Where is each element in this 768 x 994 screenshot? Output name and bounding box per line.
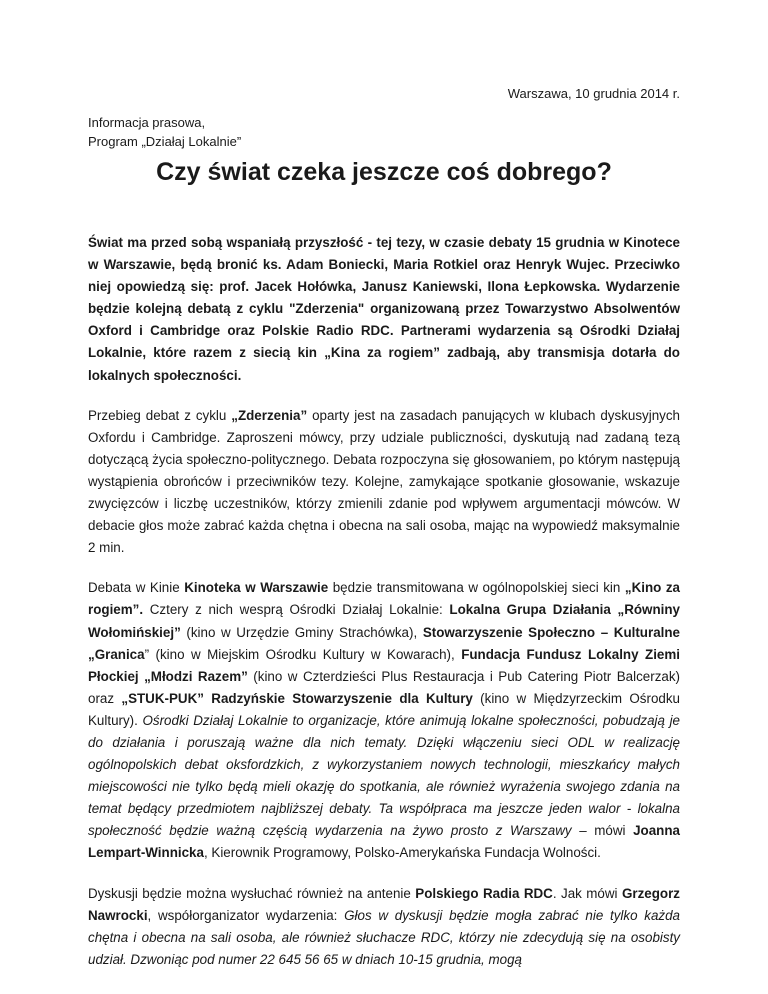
document-date: Warszawa, 10 grudnia 2014 r. xyxy=(507,86,680,101)
bold-span: „STUK-PUK” Radzyńskie Stowarzyszenie dla Kultury xyxy=(121,690,473,706)
text-span: Cztery z nich wesprą Ośrodki Działaj Lokalnie: xyxy=(143,602,450,618)
text-span: , Kierownik Programowy, Polsko-Amerykańska Fundacja Wolności. xyxy=(203,845,601,861)
text-span: Przebieg debat z cyklu xyxy=(88,407,232,423)
bold-span: Joanna Lempart-Winnicka xyxy=(88,823,680,861)
text-span: – mówi xyxy=(571,823,634,839)
bold-span: Stowarzyszenie Społeczno – Kulturalne „Granica xyxy=(88,624,680,662)
lead-paragraph: Świat ma przed sobą wspaniałą przyszłość - tej tezy, w czasie debaty 15 grudnia w Kinotece w Warszawie, będą bronić ks. Adam Boniecki, Maria Rotkiel oraz Henryk Wujec. Przeciwko niej opowiedzą się: prof. Jacek Hołówka, Janusz Kaniewski, Ilona Łepkowska. Wydarzenie będzie kolejną debatą z cyklu "Zderzenia" organizowaną przez Towarzystwo Absolwentów Oxford i Cambridge oraz Polskie Radio RDC. Partnerami wydarzenia są Ośrodki Działaj Lokalnie, które razem z siecią kin „Kina za rogiem” zadbają, aby transmisja dotarła do lokalnych społeczności. xyxy=(88,235,680,383)
bold-span: Fundacja Fundusz Lokalny Ziemi Płockiej „Młodzi Razem” xyxy=(88,646,680,684)
press-info xyxy=(88,113,241,151)
paragraph-debate-format xyxy=(88,405,680,560)
text-span: . Jak mówi xyxy=(552,885,622,901)
italic-span: Ośrodki Działaj Lokalnie to organizacje, które animują lokalne społeczności, pobudzają je do działania i poruszają ważne dla nich tematy. Dzięki włączeniu sieci ODL w realizację ogólnopolskich debat oksfordzkich, z wykorzystaniem nowych technologii, mieszkańcy małych miejscowości nie tylko będą mieli okazję do spotkania, ale również wyrażenia swojego zdania na temat będący przedmiotem najbliższej debaty. Ta współpraca ma jeszcze jeden walor - lokalna społeczność będzie ważną częścią wydarzenia na żywo prosto z Warszawy xyxy=(88,712,680,839)
paragraph-cinemas xyxy=(88,577,680,864)
text-span: Dyskusji będzie można wysłuchać również na antenie xyxy=(88,885,416,901)
text-span: Debata w Kinie xyxy=(88,580,185,596)
bold-span: „Kino za rogiem”. xyxy=(88,580,680,618)
text-span: (kino w Urzędzie Gminy Strachówka), xyxy=(180,624,423,640)
page-title: Czy świat czeka jeszcze coś dobrego? xyxy=(156,158,612,186)
program-name: Program „Działaj Lokalnie” xyxy=(88,134,242,149)
press-info-line: Informacja prasowa, xyxy=(88,115,206,130)
text-span: będzie transmitowana w ogólnopolskiej sieci kin xyxy=(328,580,625,596)
article-body xyxy=(88,232,680,989)
text-span: ” (kino w Miejskim Ośrodku Kultury w Kowarach), xyxy=(144,646,462,662)
text-span: (kino w Czterdzieści Plus Restauracja i Pub Catering Piotr Balcerzak) oraz xyxy=(88,668,680,706)
bold-span: Kinoteka w Warszawie xyxy=(184,580,329,596)
paragraph-radio xyxy=(88,883,680,971)
text-span: , współorganizator wydarzenia: xyxy=(147,907,345,923)
bold-span: „Zderzenia” xyxy=(231,407,308,423)
bold-span: Grzegorz Nawrocki xyxy=(88,885,681,923)
italic-span: Głos w dyskusji będzie mogła zabrać nie tylko każda chętna i obecna na sali osoba, ale również słuchacze RDC, którzy nie zdecydują się na osobisty udział. Dzwoniąc pod numer 22 645 56 65 w dniach 10-15 grudnia, mogą xyxy=(88,907,680,967)
text-span: (kino w Międzyrzeckim Ośrodku Kultury). xyxy=(88,690,680,728)
text-span: oparty jest na zasadach panujących w klubach dyskusyjnych Oxfordu i Cambridge. Zaproszeni mówcy, przy udziale publiczności, dyskutują nad zadaną tezą dotyczącą życia społeczno-politycznego. Debata rozpoczyna się głosowaniem, po którym następują wystąpienia obrońców i przeciwników tezy. Kolejne, zamykające spotkanie głosowanie, wskazuje zwycięzców i liczbę uczestników, którzy zmienili zdanie pod wpływem argumentacji mówców. W debacie głos może zabrać każda chętna i obecna na sali osoba, mając na wypowiedź maksymalnie 2 min. xyxy=(88,407,680,556)
bold-span: Polskiego Radia RDC xyxy=(415,885,553,901)
bold-span: Lokalna Grupa Działania „Równiny Wołomińskiej” xyxy=(88,602,680,640)
